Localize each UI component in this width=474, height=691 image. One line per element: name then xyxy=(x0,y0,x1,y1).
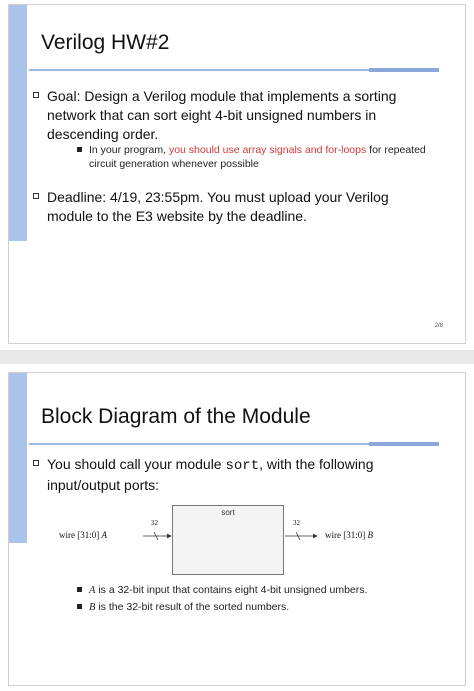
module-name-code: sort xyxy=(225,458,260,474)
checkbox-bullet-icon xyxy=(33,193,39,199)
slide-2 xyxy=(8,372,466,686)
input-width-label: 32 xyxy=(151,519,158,527)
accent-bar xyxy=(9,5,27,241)
square-bullet-icon xyxy=(77,587,82,592)
slide-title: Verilog HW#2 xyxy=(41,31,170,54)
slide-separator xyxy=(0,350,474,364)
title-rule xyxy=(29,69,431,71)
highlighted-requirement: you should use array signals and for-loops xyxy=(168,144,367,156)
square-bullet-icon xyxy=(77,604,82,609)
goal-bullet: Goal: Design a Verilog module that implements a sorting network that can sort eight 4-bit unsigned numbers in descending order. xyxy=(47,87,427,144)
note-output-b: B is the 32-bit result of the sorted numbers. xyxy=(89,600,449,615)
slide-1 xyxy=(8,4,466,344)
square-bullet-icon xyxy=(77,147,82,152)
output-port-label: wire [31:0] B xyxy=(325,530,373,540)
note-input-a: A is a 32-bit input that contains eight 4-bit unsigned umbers. xyxy=(89,583,449,598)
module-bullet: You should call your module sort, with the following input/output ports: xyxy=(47,455,427,495)
block-label: sort xyxy=(221,508,235,517)
page-number: 2/8 xyxy=(434,323,443,329)
output-width-label: 32 xyxy=(293,519,300,527)
deadline-bullet: Deadline: 4/19, 23:55pm. You must upload your Verilog module to the E3 website by the deadline. xyxy=(47,188,427,226)
checkbox-bullet-icon xyxy=(33,92,39,98)
input-port-label: wire [31:0] A xyxy=(59,530,107,540)
slide-title: Block Diagram of the Module xyxy=(41,405,311,428)
program-note: In your program, you should use array signals and for-loops for repeated circuit generation whenever possible xyxy=(89,143,449,171)
